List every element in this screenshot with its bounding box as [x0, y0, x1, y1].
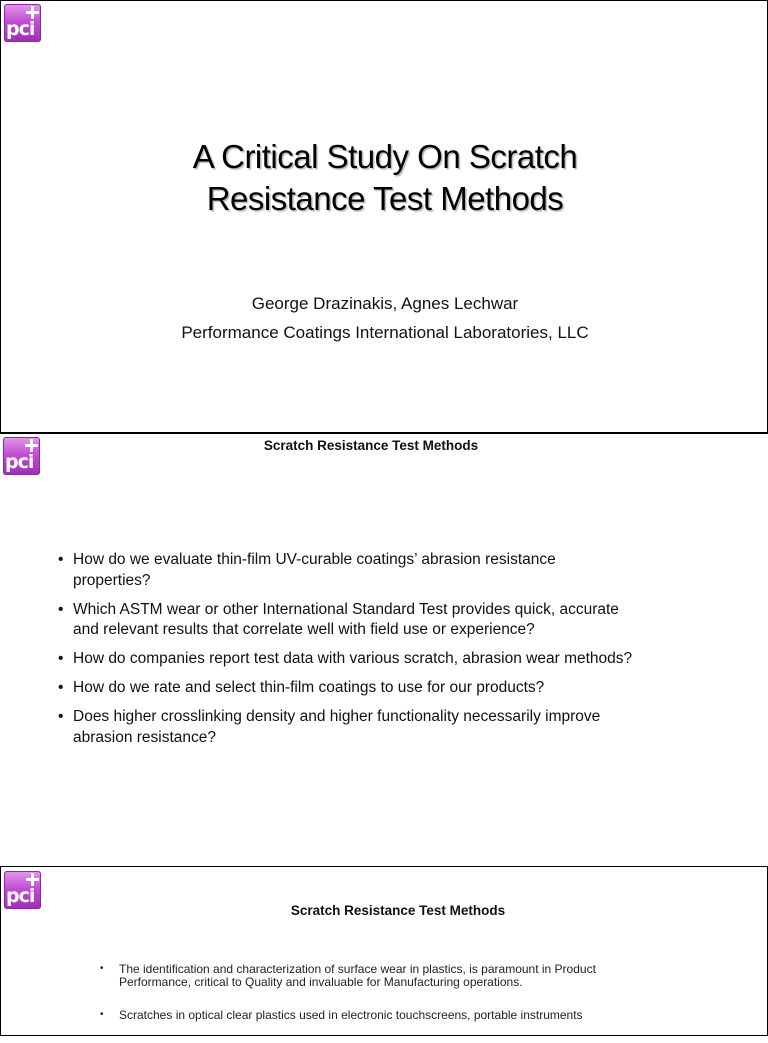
- list-item-line: Does higher crosslinking density and higher functionality necessarily improve: [73, 708, 601, 725]
- questions-slide: [0, 433, 768, 866]
- bullet-icon: •: [100, 1009, 104, 1020]
- authors: George Drazinakis, Agnes Lechwar: [251, 294, 519, 313]
- slide-heading: Scratch Resistance Test Methods: [290, 903, 506, 918]
- list-item: [100, 1009, 680, 1022]
- list-item-line: How do companies report test data with various scratch, abrasion wear methods?: [73, 650, 633, 667]
- list-item-line: Which ASTM wear or other International Standard Test provides quick, accurate: [73, 600, 619, 618]
- list-item-line: and relevant results that correlate well with field use or experience?: [73, 621, 535, 638]
- title-line-1: A Critical Study On Scratch: [192, 138, 578, 175]
- presentation-title: [1, 136, 768, 220]
- title-slide: [0, 0, 768, 433]
- list-item: [58, 649, 738, 670]
- logo-text: pci: [6, 18, 35, 40]
- slide-heading: Scratch Resistance Test Methods: [263, 438, 479, 453]
- list-item: [58, 550, 738, 591]
- list-item-line: How do we evaluate thin-film UV-curable coatings’ abrasion resistance: [73, 551, 556, 568]
- list-item-line: Performance, critical to Quality and invaluable for Manufacturing operations.: [119, 974, 523, 989]
- pci-logo: [4, 4, 41, 42]
- bullet-icon: •: [100, 963, 104, 974]
- list-item-line: Scratches in optical clear plastics used in electronic touchscreens, portable instruments: [119, 1008, 583, 1022]
- list-item: [100, 963, 680, 988]
- list-item: [58, 707, 738, 748]
- bullet-icon: •: [58, 708, 64, 725]
- bullet-icon: •: [58, 551, 64, 568]
- question-list: [58, 550, 738, 757]
- list-item: [58, 678, 738, 699]
- plus-icon-bar: [26, 878, 39, 881]
- list-item-line: abrasion resistance?: [73, 728, 217, 746]
- bullet-icon: •: [58, 650, 64, 667]
- organization: Performance Coatings International Laboratories, LLC: [181, 323, 589, 342]
- bullet-icon: •: [58, 600, 64, 618]
- list-item-line: properties?: [73, 571, 151, 589]
- overview-list: [100, 963, 680, 1043]
- list-item-line: The identification and characterization of surface wear in plastics, is paramount in Product: [119, 962, 596, 976]
- logo-text: pci: [6, 885, 35, 907]
- logo-text: pci: [5, 451, 34, 473]
- title-line-2: Resistance Test Methods: [206, 180, 564, 217]
- list-item-line: How do we rate and select thin-film coatings to use for our products?: [73, 679, 545, 696]
- plus-icon-bar: [26, 11, 39, 14]
- list-item: [58, 600, 738, 641]
- overview-slide: [0, 866, 768, 1036]
- bullet-icon: •: [58, 679, 64, 696]
